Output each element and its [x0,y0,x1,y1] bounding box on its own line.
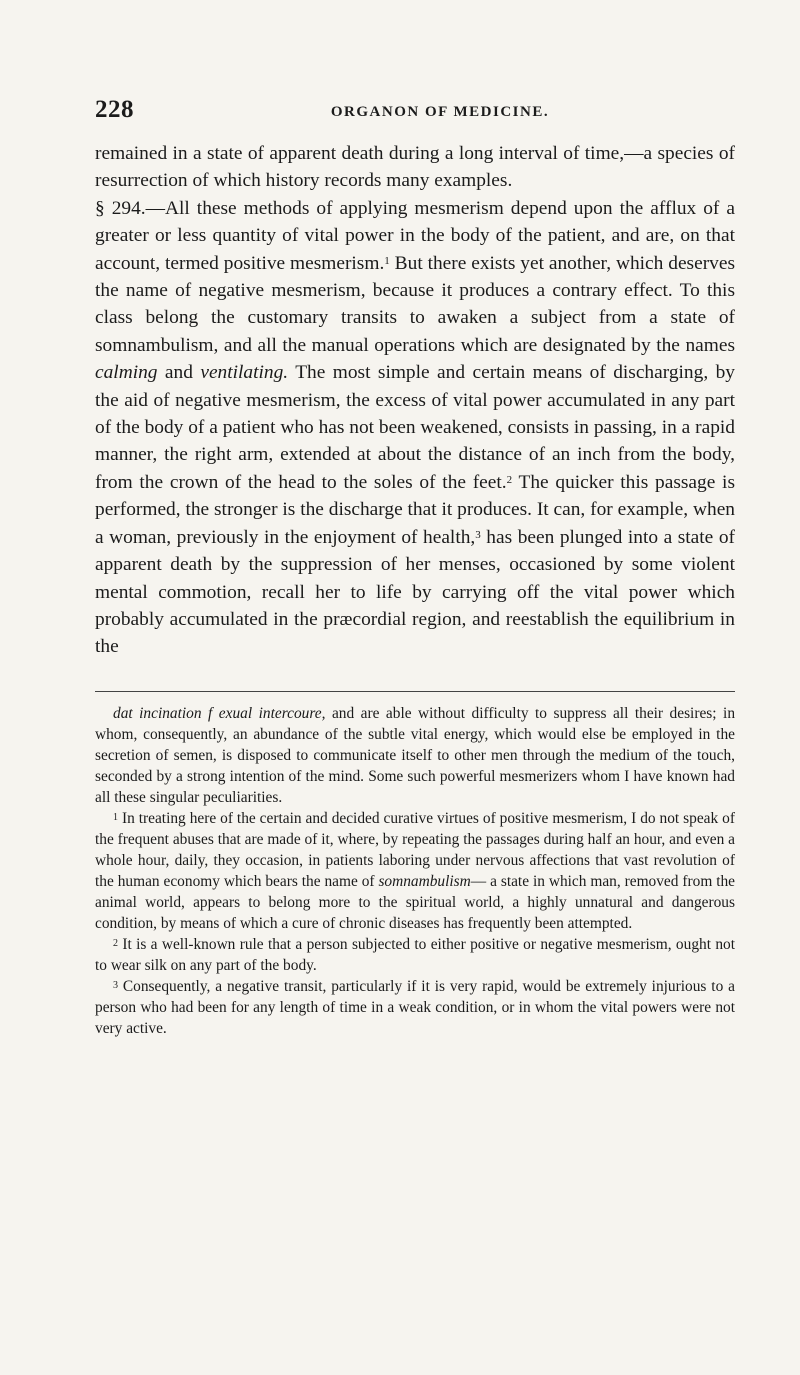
paragraph-294-text-b: But there exists yet another, which deserves the name of negative mesmerism, because it produces a contrary effect. To this class belong the customary transits to awaken a subject from a state of somnambulism, and all the manual operations which are designated by the names [95,252,736,356]
paragraph-294-text-c: The most simple and certain means of discharging, by the aid of negative mesmerism, the excess of vital power accumulated in any part of the body of a patient who has not been weakened, consists in passing, in a rapid manner, the right arm, extended at about the distance of an inch from the body, from the crown of the head to the soles of the feet. [95,362,735,493]
footnote-continuation [95,703,735,808]
footnote-ref-1: 1 [384,254,390,267]
paragraph-294-text-d: The quicker this passage is performed, the stronger is the discharge that it produces. It can, for example, when a woman, previously in the enjoyment of health, [95,471,735,548]
footnote-3-text: Consequently, a negative transit, particularly if it is very rapid, would be extremely injurious to a person who had been for any length of time in a weak condition, or in whom the vital powers were not very active. [95,978,735,1037]
footnote-continuation-text: and are able without difficulty to suppress all their desires; in whom, consequently, an abundance of the subtle vital energy, which would else be employed in the secretion of semen, is disposed to communicate itself to other men through the medium of the touch, seconded by a strong intention of the mind. Some such powerful mesmerizers whom I have known had all these singular peculiarities. [95,705,736,806]
footnote-ref-2: 2 [506,473,513,486]
footnote-continuation-italic: dat incination f exual intercoure, [113,705,326,722]
main-text [95,140,735,661]
footnote-1-term: somnambulism [378,873,471,890]
footnote-3 [95,976,735,1039]
paragraph-294 [95,195,735,661]
footnote-2-mark: 2 [113,938,118,949]
paragraph-294-text-e: has been plunged into a state of apparent death by the suppression of her menses, occasioned by some violent mental commotion, recall her to life by carrying off the vital power which probably accumulated in the præcordial region, and reestablish the equilibrium in the [95,526,735,658]
footnote-1-text-b: — a state in which man, removed from the animal world, appears to belong more to the spiritual world, a highly unnatural and dangerous condition, by means of which a cure of chronic diseases has frequently been attempted. [95,873,735,932]
footnote-2 [95,934,735,976]
page-header [95,96,735,126]
footnotes [95,703,735,1039]
running-head: ORGANON OF MEDICINE. [330,104,550,120]
page-number: 228 [95,96,134,123]
footnote-1-text-a: In treating here of the certain and decided curative virtues of positive mesmerism, I do not speak of the frequent abuses that are made of it, where, by repeating the passages during half an hour, and even a whole hour, daily, they occasion, in patients laboring under nervous affections that vast revolution of the human economy which bears the name of [95,810,735,890]
paragraph-continuation: remained in a state of apparent death during a long interval of time,—a species of resurrection of which history records many examples. [95,143,735,192]
paragraph-294-and: and [157,362,201,384]
footnote-1-mark: 1 [113,812,118,823]
footnote-1 [95,808,735,934]
footnote-ref-3: 3 [475,528,481,541]
footnote-3-mark: 3 [113,980,118,991]
footnote-divider [95,691,735,692]
footnote-2-text: It is a well-known rule that a person subjected to either positive or negative mesmerism, ought not to wear silk on any part of the body. [95,936,735,974]
term-calming: calming [95,362,158,384]
paragraph-294-text-a: § 294.—All these methods of applying mesmerism depend upon the afflux of a greater or less quantity of vital power in the body of the patient, and are, on that account, termed positive mesmerism. [95,197,735,274]
term-ventilating: ventilating. [200,362,289,384]
